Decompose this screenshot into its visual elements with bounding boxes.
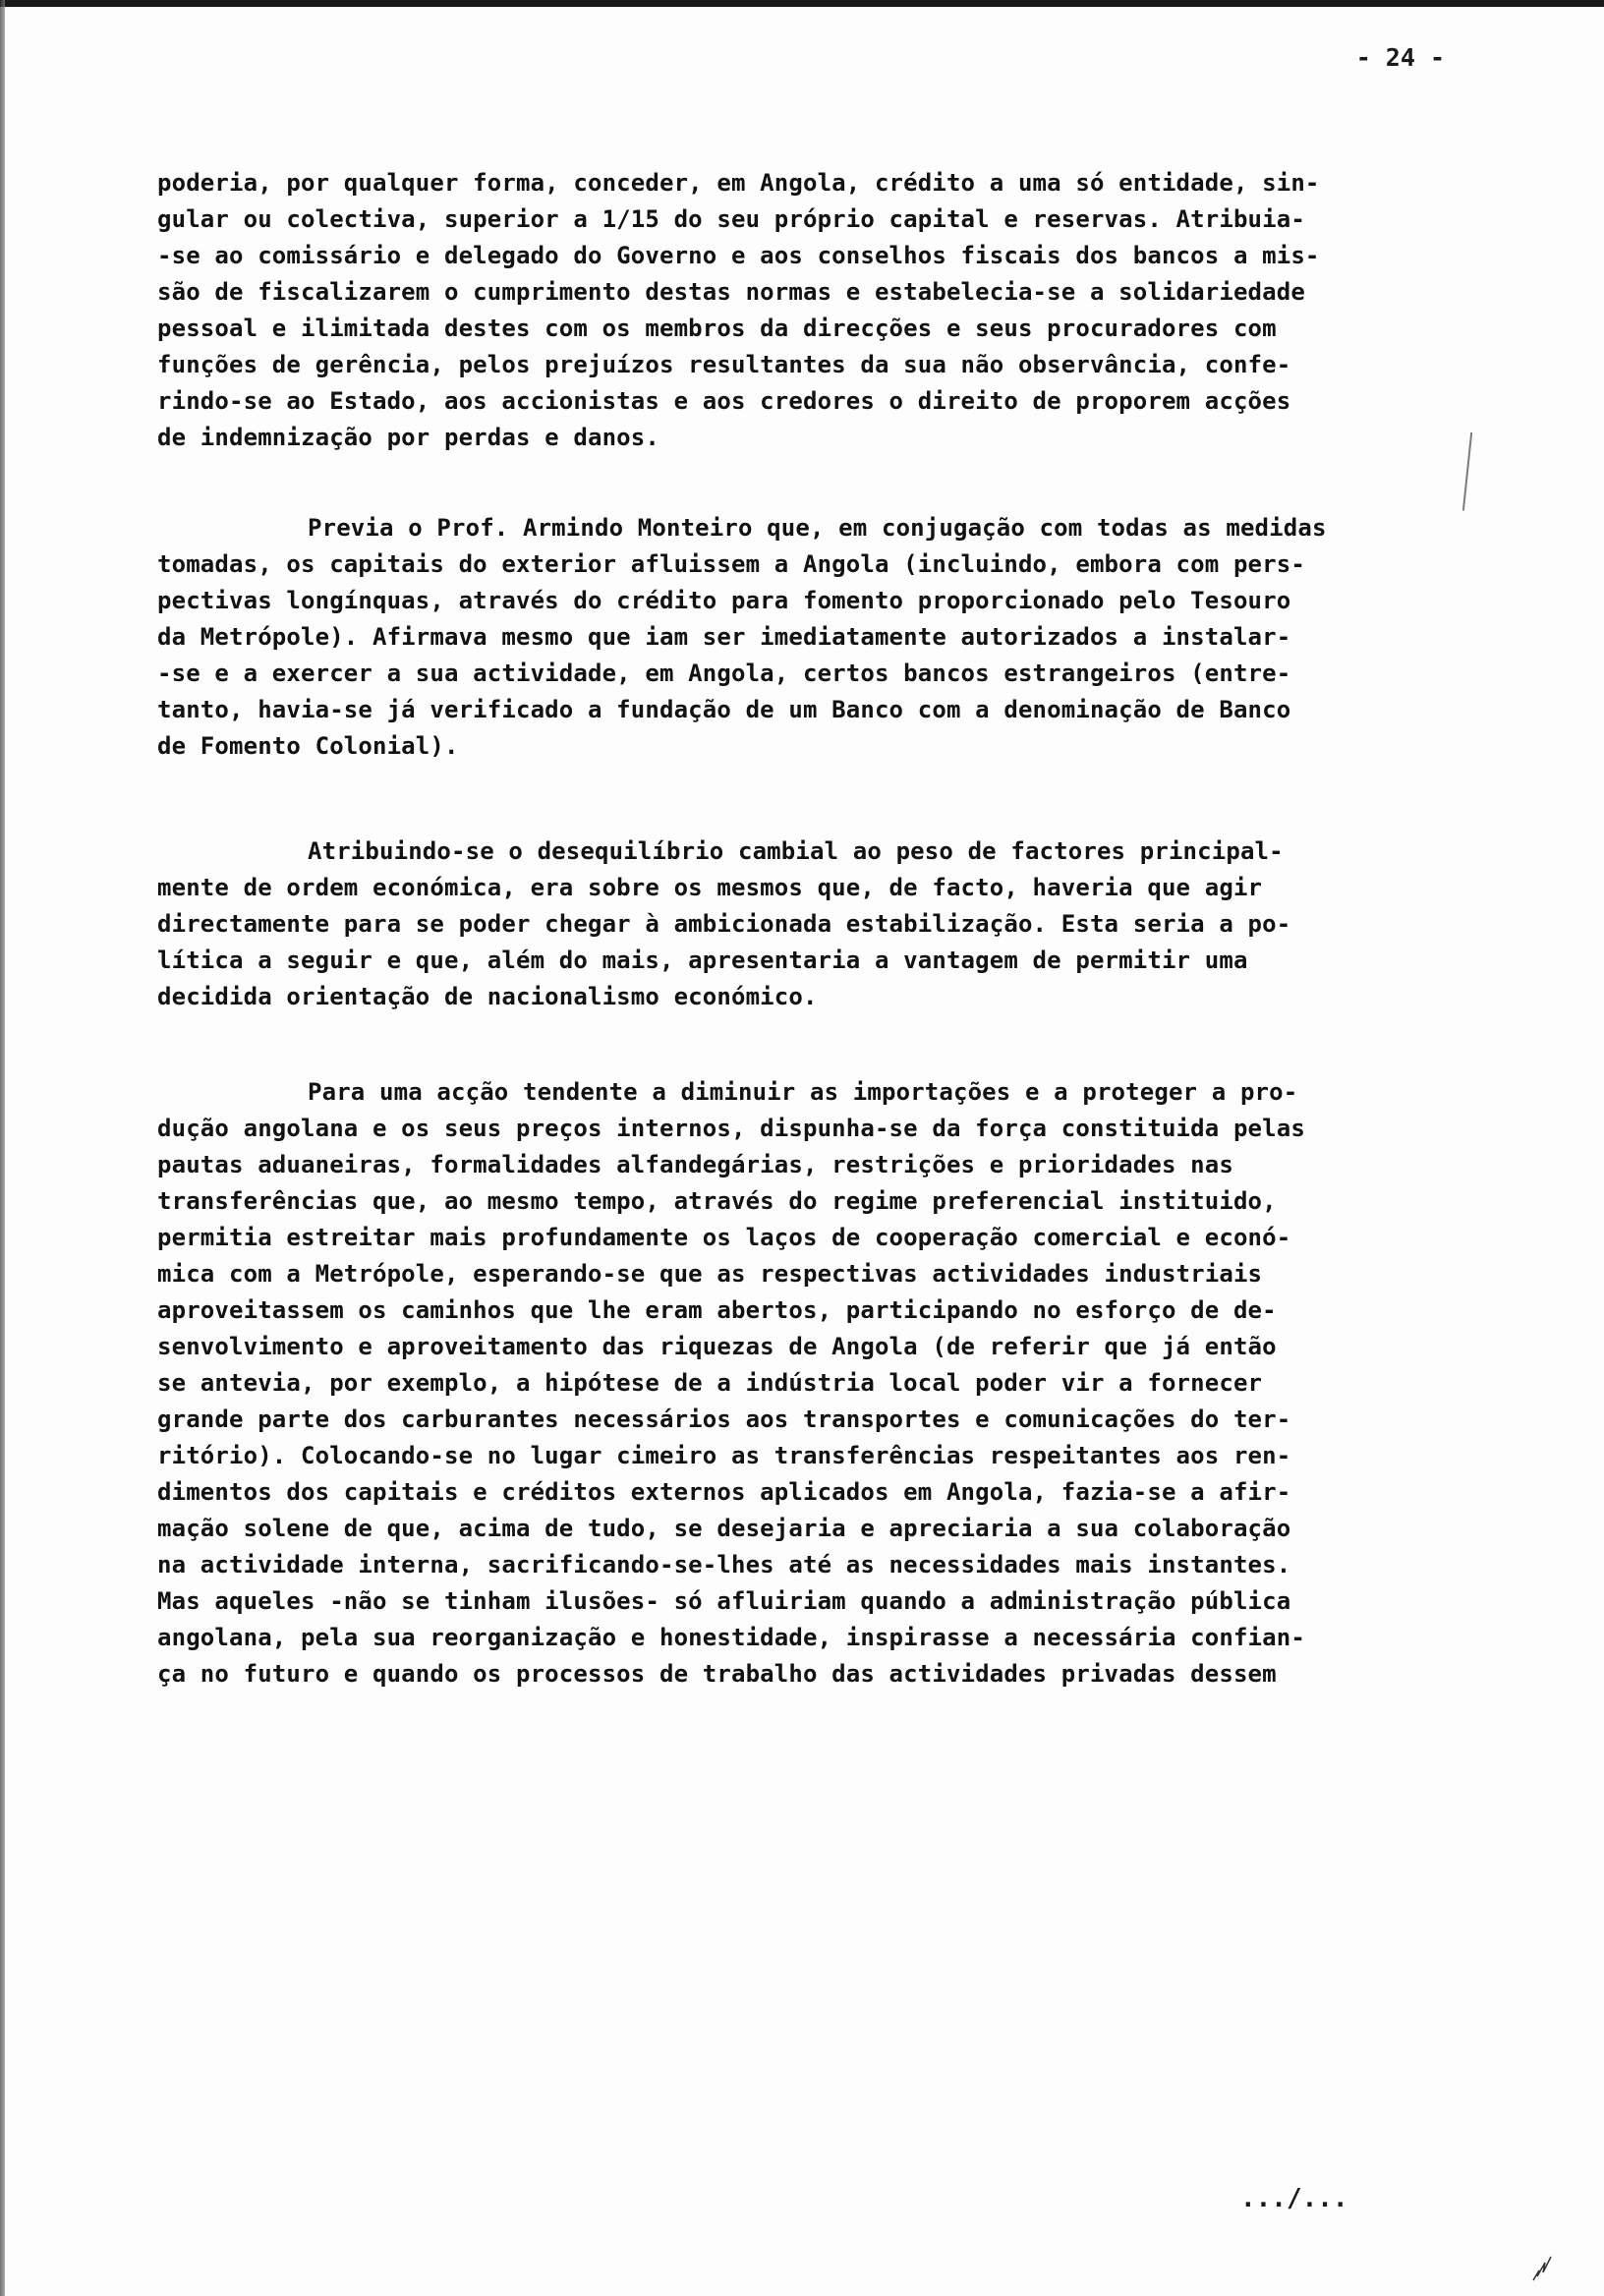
text-line: pessoal e ilimitada destes com os membros da direcções e seus procuradores com	[157, 315, 1277, 342]
text-line: tomadas, os capitais do exterior afluissem a Angola (incluindo, embora com pers-	[157, 550, 1305, 578]
pen-mark-icon	[1529, 2251, 1555, 2284]
text-line: funções de gerência, pelos prejuízos resultantes da sua não observância, confe-	[157, 351, 1291, 378]
text-line: Atribuindo-se o desequilíbrio cambial ao peso de factores principal-	[308, 837, 1284, 865]
text-line: pectivas longínquas, através do crédito para fomento proporcionado pelo Tesouro	[157, 587, 1291, 614]
text-line: mente de ordem económica, era sobre os mesmos que, de facto, haveria que agir	[157, 874, 1263, 901]
text-line: são de fiscalizarem o cumprimento destas normas e estabelecia-se a solidariedade	[157, 278, 1305, 306]
text-line: -se ao comissário e delegado do Governo e aos conselhos fiscais dos bancos a mis-	[157, 242, 1320, 269]
text-line: dimentos dos capitais e créditos externos aplicados em Angola, fazia-se a afir-	[157, 1478, 1291, 1506]
text-line: se antevia, por exemplo, a hipótese de a indústria local poder vir a fornecer	[157, 1369, 1263, 1397]
text-line: poderia, por qualquer forma, conceder, em Angola, crédito a uma só entidade, sin-	[157, 169, 1320, 197]
text-line: mica com a Metrópole, esperando-se que as respectivas actividades industriais	[157, 1260, 1263, 1288]
page-number: - 24 -	[1355, 43, 1445, 72]
text-line: pautas aduaneiras, formalidades alfandegárias, restrições e prioridades nas	[157, 1151, 1233, 1178]
text-line: lítica a seguir e que, além do mais, apresentaria a vantagem de permitir uma	[157, 947, 1248, 974]
text-line: grande parte dos carburantes necessários aos transportes e comunicações do ter-	[157, 1406, 1291, 1433]
page-left-edge	[0, 0, 5, 2296]
text-line: aproveitassem os caminhos que lhe eram abertos, participando no esforço de de-	[157, 1296, 1277, 1324]
continuation-marker: .../...	[1240, 2184, 1348, 2213]
text-line: senvolvimento e aproveitamento das riquezas de Angola (de referir que já então	[157, 1333, 1277, 1360]
text-line: mação solene de que, acima de tudo, se desejaria e apreciaria a sua colaboração	[157, 1515, 1291, 1542]
text-line: permitia estreitar mais profundamente os laços de cooperação comercial e econó-	[157, 1224, 1291, 1251]
text-line: tanto, havia-se já verificado a fundação de um Banco com a denominação de Banco	[157, 696, 1291, 723]
text-line: angolana, pela sua reorganização e honestidade, inspirasse a necessária confian-	[157, 1624, 1305, 1651]
text-line: directamente para se poder chegar à ambicionada estabilização. Esta seria a po-	[157, 910, 1291, 938]
text-line: gular ou colectiva, superior a 1/15 do seu próprio capital e reservas. Atribuia-	[157, 205, 1305, 233]
page-top-edge	[0, 0, 1604, 7]
text-line: de Fomento Colonial).	[157, 732, 459, 760]
text-line: ça no futuro e quando os processos de trabalho das actividades privadas dessem	[157, 1660, 1277, 1688]
text-line: Para uma acção tendente a diminuir as importações e a proteger a pro-	[308, 1078, 1298, 1106]
text-line: transferências que, ao mesmo tempo, através do regime preferencial instituido,	[157, 1187, 1277, 1215]
text-line: Mas aqueles -não se tinham ilusões- só afluiriam quando a administração pública	[157, 1587, 1291, 1615]
text-line: da Metrópole). Afirmava mesmo que iam ser imediatamente autorizados a instalar-	[157, 623, 1291, 651]
text-line: ritório). Colocando-se no lugar cimeiro as transferências respeitantes aos ren-	[157, 1442, 1291, 1469]
text-line: rindo-se ao Estado, aos accionistas e aos credores o direito de proporem acções	[157, 387, 1291, 415]
text-line: Previa o Prof. Armindo Monteiro que, em conjugação com todas as medidas	[308, 514, 1327, 542]
text-line: decidida orientação de nacionalismo económico.	[157, 983, 818, 1010]
text-line: de indemnização por perdas e danos.	[157, 424, 659, 451]
text-line: na actividade interna, sacrificando-se-lhes até as necessidades mais instantes.	[157, 1551, 1291, 1578]
text-line: -se e a exercer a sua actividade, em Angola, certos bancos estrangeiros (entre-	[157, 660, 1291, 687]
text-line: dução angolana e os seus preços internos, dispunha-se da força constituida pelas	[157, 1115, 1305, 1142]
